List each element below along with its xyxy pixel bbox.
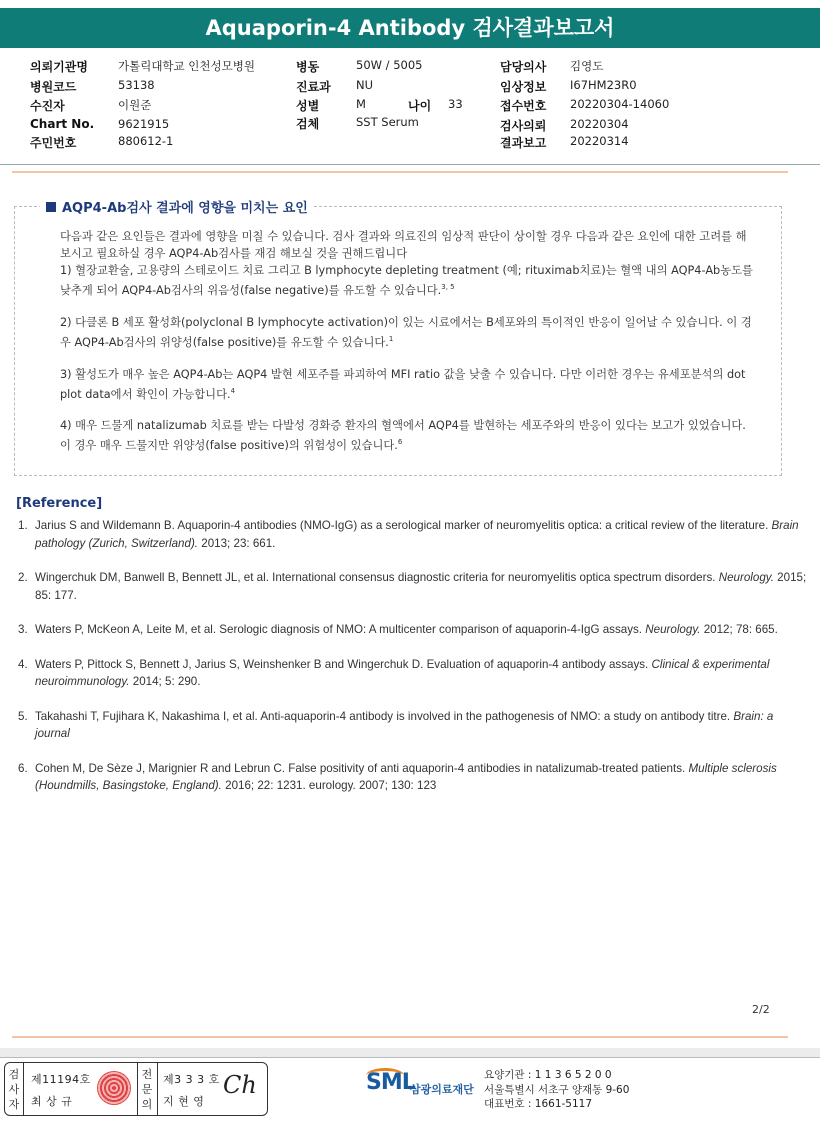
signature-divider — [157, 1063, 158, 1115]
reference-journal: Brain: a journal — [35, 709, 774, 740]
value-chart-no: 9621915 — [118, 117, 170, 131]
reference-tail: 2012; 78: 665. — [703, 623, 778, 636]
factors-title — [40, 197, 314, 216]
value-specimen: SST Serum — [356, 115, 419, 129]
value-age: 33 — [448, 97, 463, 111]
reference-item — [18, 760, 808, 795]
patient-info — [0, 54, 820, 164]
factor-item — [60, 417, 760, 454]
factor-item-sup: 6 — [397, 438, 403, 447]
factor-item-text: 4) 매우 드물게 natalizumab 치료를 받는 다발성 경화증 환자의 혈액에서 AQP4를 발현하는 세포주와의 반응이 있다는 보고가 있었습니다. 이 경우 매우 드물지만 위양성(false positive)의 위험성이 있습니다. — [60, 419, 746, 453]
reference-journal: Neurology. — [718, 571, 774, 584]
orange-divider-top — [12, 171, 788, 173]
reference-journal: Brain pathology (Zurich, Switzerland). — [35, 519, 799, 550]
report-title: Aquaporin-4 Antibody 검사결과보고서 — [0, 8, 820, 48]
label-patient-name: 수진자 — [30, 99, 65, 113]
factor-item — [60, 262, 760, 299]
value-ward: 50W / 5005 — [356, 58, 423, 72]
reference-journal: Neurology. — [645, 623, 701, 636]
reference-text: Waters P, McKeon A, Leite M, et al. Serologic diagnosis of NMO: A multicenter comparison of aquaporin-4-IgG assays. — [35, 623, 643, 636]
reviewer-license: 제3 3 3 호 — [163, 1073, 220, 1086]
label-clinical-info: 임상정보 — [500, 80, 547, 94]
reference-number: 1. — [18, 519, 28, 532]
label-requesting-institution: 의뢰기관명 — [30, 60, 88, 74]
reference-list — [18, 517, 808, 812]
value-doctor: 김영도 — [570, 59, 604, 73]
contact-line: 서울특별시 서초구 양재동 9-60 — [484, 1083, 630, 1096]
label-receipt-no: 접수번호 — [500, 99, 547, 113]
reference-text: Waters P, Pittock S, Bennett J, Jarius S, Weinshenker B and Wingerchuk D. Evaluation of aquaporin-4 antibody assays. — [35, 657, 649, 671]
reference-item — [18, 656, 808, 691]
value-clinical-info: I67HM23R0 — [570, 78, 637, 92]
signature-box — [4, 1062, 268, 1116]
factor-item-text: 3) 활성도가 매우 높은 AQP4-Ab는 AQP4 발현 세포주를 파괴하여 MFI ratio 값을 낮출 수 있습니다. 다만 이러한 경우는 유세포분석의 dot plot data에서 확인이 가능합니다. — [60, 367, 746, 401]
logo-text: SML — [366, 1070, 415, 1095]
value-resident-no: 880612-1 — [118, 134, 174, 148]
reference-number: 3. — [18, 623, 28, 636]
reference-number: 2. — [18, 571, 28, 584]
factors-title-text: AQP4-Ab검사 결과에 영향을 미치는 요인 — [62, 201, 308, 216]
contact-info — [484, 1068, 629, 1112]
logo-arc-icon — [366, 1068, 404, 1083]
label-ward: 병동 — [296, 60, 320, 74]
value-test-request: 20220304 — [570, 117, 629, 131]
factor-item-sup: 4 — [230, 386, 236, 395]
reference-text: Wingerchuk DM, Banwell B, Bennett JL, et al. International consensus diagnostic criteria for neuromyelitis optica spectrum disorders. — [35, 571, 716, 584]
reference-item — [18, 569, 808, 604]
reference-number: 6. — [18, 761, 28, 775]
factors-body — [60, 228, 760, 469]
reference-tail: 2013; 23: 661. — [201, 536, 276, 550]
reference-item — [18, 621, 808, 639]
reference-tail: 2014; 5: 290. — [132, 675, 201, 688]
reference-item — [18, 708, 808, 743]
factor-item — [60, 314, 760, 351]
label-hospital-code: 병원코드 — [30, 80, 77, 94]
reference-text: Cohen M, De Sèze J, Marignier R and Lebrun C. False positivity of anti aquaporin-4 antibodies in natalizumab-treated patients. — [35, 761, 686, 775]
factor-item-text: 1) 혈장교환술, 고용량의 스테로이드 치료 그리고 B lymphocyte depleting treatment (예; rituximab치료)는 혈액 내의 AQP4-Ab농도를 낮추게 되어 AQP4-Ab검사의 위음성(false negative)를 유도할 수 있습니다. — [60, 264, 753, 297]
square-bullet-icon — [46, 202, 56, 212]
label-department: 진료과 — [296, 80, 331, 94]
factor-item — [60, 366, 760, 403]
examiner-name: 최 상 규 — [31, 1095, 73, 1108]
value-requesting-institution: 가톨릭대학교 인천성모병원 — [118, 59, 255, 73]
reviewer-label: 전문의 — [141, 1068, 153, 1111]
label-chart-no: Chart No. — [30, 117, 95, 131]
seal-stamp-icon — [97, 1071, 131, 1105]
value-patient-name: 이원준 — [118, 98, 152, 112]
contact-line: 대표번호 : 1661-5117 — [484, 1098, 593, 1110]
value-receipt-no: 20220304-14060 — [570, 97, 670, 111]
signature-divider — [137, 1063, 138, 1115]
reference-tail: 2015; 85: 177. — [35, 571, 807, 602]
value-result-report: 20220314 — [570, 134, 629, 148]
header-divider — [0, 164, 820, 165]
factor-item-sup: 3, 5 — [441, 283, 455, 291]
reviewer-name: 지 현 영 — [163, 1095, 205, 1108]
label-specimen: 검체 — [296, 117, 320, 131]
reference-text: Jarius S and Wildemann B. Aquaporin-4 antibodies (NMO-IgG) as a serological marker of neuromyelitis optica: a critical review of the literature. — [35, 519, 769, 532]
factors-intro: 다음과 같은 요인들은 결과에 영향을 미칠 수 있습니다. 검사 결과와 의료진의 임상적 판단이 상이할 경우 다음과 같은 요인에 대한 고려를 해 보시고 필요하실 경우 AQP4-Ab검사를 재검 해보실 것을 권해드립니다 — [60, 230, 747, 260]
orange-divider-bottom — [12, 1036, 788, 1038]
value-sex: M — [356, 97, 366, 111]
signature-divider — [23, 1063, 24, 1115]
sml-logo — [366, 1070, 474, 1096]
logo-name: 삼광의료재단 — [410, 1083, 474, 1096]
label-resident-no: 주민번호 — [30, 136, 77, 150]
factor-item-text: 2) 다클론 B 세포 활성화(polyclonal B lymphocyte activation)이 있는 시료에서는 B세포와의 특이적인 반응이 일어날 수 있습니다. 이 경우 AQP4-Ab검사의 위양성(false positive)를 유도할 수 있습니다. — [60, 315, 752, 349]
reference-title: [Reference] — [16, 496, 103, 511]
handwritten-signature: Ch — [223, 1071, 257, 1099]
reference-text: Takahashi T, Fujihara K, Nakashima I, et al. Anti-aquaporin-4 antibody is involved in the pathogenesis of NMO: a study on antibody titre. — [35, 709, 731, 723]
examiner-license: 제11194호 — [31, 1073, 91, 1086]
examiner-label: 검사자 — [8, 1068, 20, 1111]
reference-tail: 2016; 22: 1231. eurology. 2007; 130: 123 — [225, 779, 437, 792]
contact-line: 요양기관 : 1 1 3 6 5 2 0 0 — [484, 1069, 612, 1081]
reference-journal: Multiple sclerosis (Houndmills, Basingstoke, England). — [35, 761, 777, 792]
reference-number: 4. — [18, 657, 28, 671]
footer-band — [0, 1048, 820, 1058]
reference-journal: Clinical & experimental neuroimmunology. — [35, 657, 770, 688]
page-number: 2/2 — [752, 1003, 770, 1016]
factor-item-sup: 1 — [388, 334, 394, 343]
reference-item — [18, 517, 808, 552]
label-sex: 성별 — [296, 99, 320, 113]
label-test-request: 검사의뢰 — [500, 119, 547, 133]
label-doctor: 담당의사 — [500, 60, 547, 74]
value-department: NU — [356, 78, 374, 92]
reference-number: 5. — [18, 709, 28, 723]
label-age: 나이 — [408, 99, 432, 113]
label-result-report: 결과보고 — [500, 136, 547, 150]
value-hospital-code: 53138 — [118, 78, 155, 92]
